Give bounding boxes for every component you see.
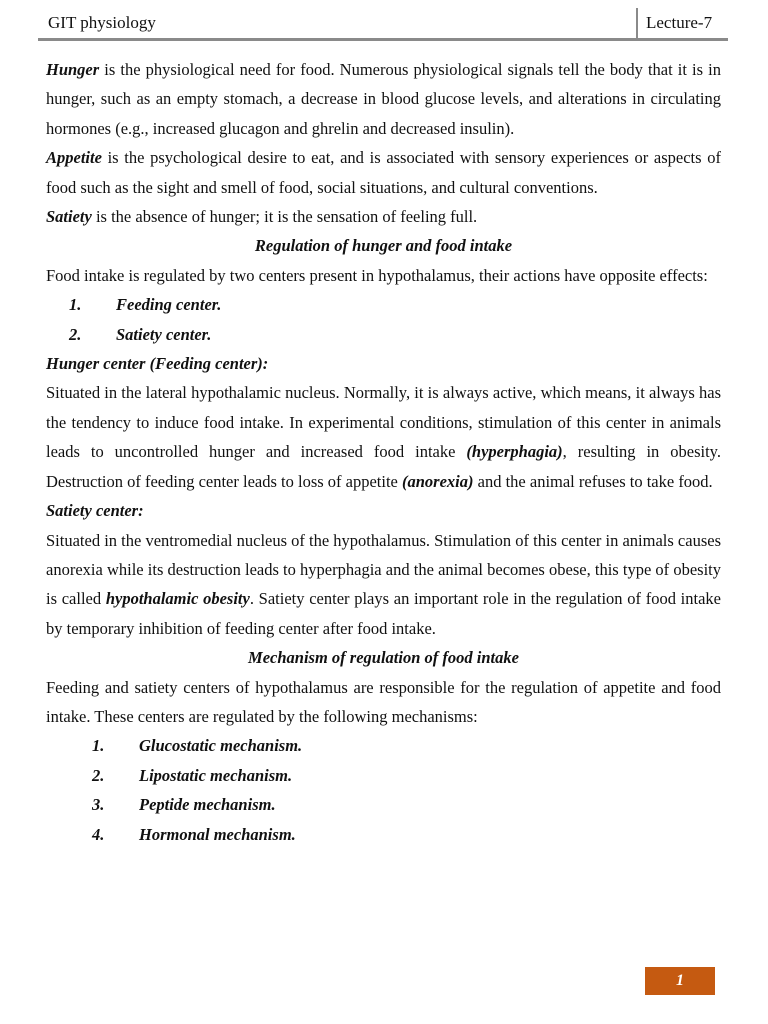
list-number: 2.	[69, 324, 82, 344]
mechanisms-list	[46, 731, 721, 849]
hunger-center-heading: Hunger center (Feeding center):	[46, 354, 269, 374]
hunger-center-text-b: , resulting in obesity. Destruction of feeding center leads to loss of appetite	[46, 442, 721, 491]
list-item	[46, 790, 721, 819]
hunger-center-text	[46, 378, 721, 496]
page-header	[38, 8, 728, 41]
list-item	[46, 820, 721, 849]
page-content	[46, 55, 721, 849]
satiety-center-text	[46, 526, 721, 644]
list-item	[46, 290, 721, 319]
header-divider	[636, 8, 638, 38]
list-label: Lipostatic mechanism.	[139, 765, 293, 785]
list-label: Glucostatic mechanism.	[139, 736, 303, 756]
satiety-definition	[46, 202, 721, 231]
hunger-definition	[46, 55, 721, 143]
hypothalamic-obesity-term: hypothalamic obesity	[105, 589, 250, 609]
appetite-term: Appetite	[46, 148, 102, 168]
appetite-definition	[46, 143, 721, 202]
list-item	[46, 320, 721, 349]
regulation-heading: Regulation of hunger and food intake	[254, 236, 513, 256]
list-item	[46, 731, 721, 760]
page-number-badge: 1	[645, 967, 715, 995]
regulation-intro: Food intake is regulated by two centers present in hypothalamus, their actions have opposite effects:	[46, 265, 708, 285]
hunger-center-text-a: Situated in the lateral hypothalamic nucleus. Normally, it is always active, which means, it always has the tendency to induce food intake. In experimental conditions, stimulation of this center in animals leads to uncontrolled hunger and increased food intake	[46, 383, 721, 462]
list-label: Feeding center.	[116, 295, 222, 315]
hunger-center-text-c: and the animal refuses to take food.	[473, 471, 713, 491]
list-item	[46, 761, 721, 790]
satiety-term: Satiety	[46, 207, 92, 227]
hunger-term: Hunger	[46, 60, 100, 79]
satiety-center-heading: Satiety center:	[46, 501, 144, 521]
centers-list	[46, 290, 721, 349]
list-number: 1.	[92, 736, 105, 756]
list-number: 3.	[92, 795, 105, 815]
list-number: 1.	[69, 295, 82, 315]
header-title: GIT physiology	[48, 13, 156, 32]
list-label: Satiety center.	[116, 324, 212, 344]
anorexia-term: (anorexia)	[402, 471, 474, 491]
mechanism-intro: Feeding and satiety centers of hypothalamus are responsible for the regulation of appetite and food intake. These centers are regulated by the following mechanisms:	[46, 677, 721, 726]
mechanism-heading: Mechanism of regulation of food intake	[248, 648, 519, 668]
satiety-center-text-a: Situated in the ventromedial nucleus of the hypothalamus. Stimulation of this center in animals causes anorexia while its destruction leads to hyperphagia and the animal becomes obese, this type of obesity is called	[46, 530, 721, 609]
header-lecture: Lecture-7	[646, 13, 713, 32]
hunger-text: is the physiological need for food. Numerous physiological signals tell the body that it is in hunger, such as an empty stomach, a decrease in blood glucose levels, and alterations in circulating hormones (e.g., increased glucagon and ghrelin and decreased insulin).	[46, 60, 721, 138]
list-number: 4.	[92, 824, 105, 844]
hyperphagia-term: (hyperphagia)	[466, 442, 563, 462]
list-number: 2.	[92, 765, 105, 785]
satiety-center-text-b: . Satiety center plays an important role in the regulation of food intake by temporary inhibition of feeding center after food intake.	[46, 589, 721, 638]
appetite-text: is the psychological desire to eat, and is associated with sensory experiences or aspects of food such as the sight and smell of food, social situations, and cultural conventions.	[46, 148, 721, 197]
list-label: Peptide mechanism.	[139, 795, 276, 815]
list-label: Hormonal mechanism.	[139, 824, 296, 844]
satiety-text: is the absence of hunger; it is the sensation of feeling full.	[91, 207, 478, 227]
